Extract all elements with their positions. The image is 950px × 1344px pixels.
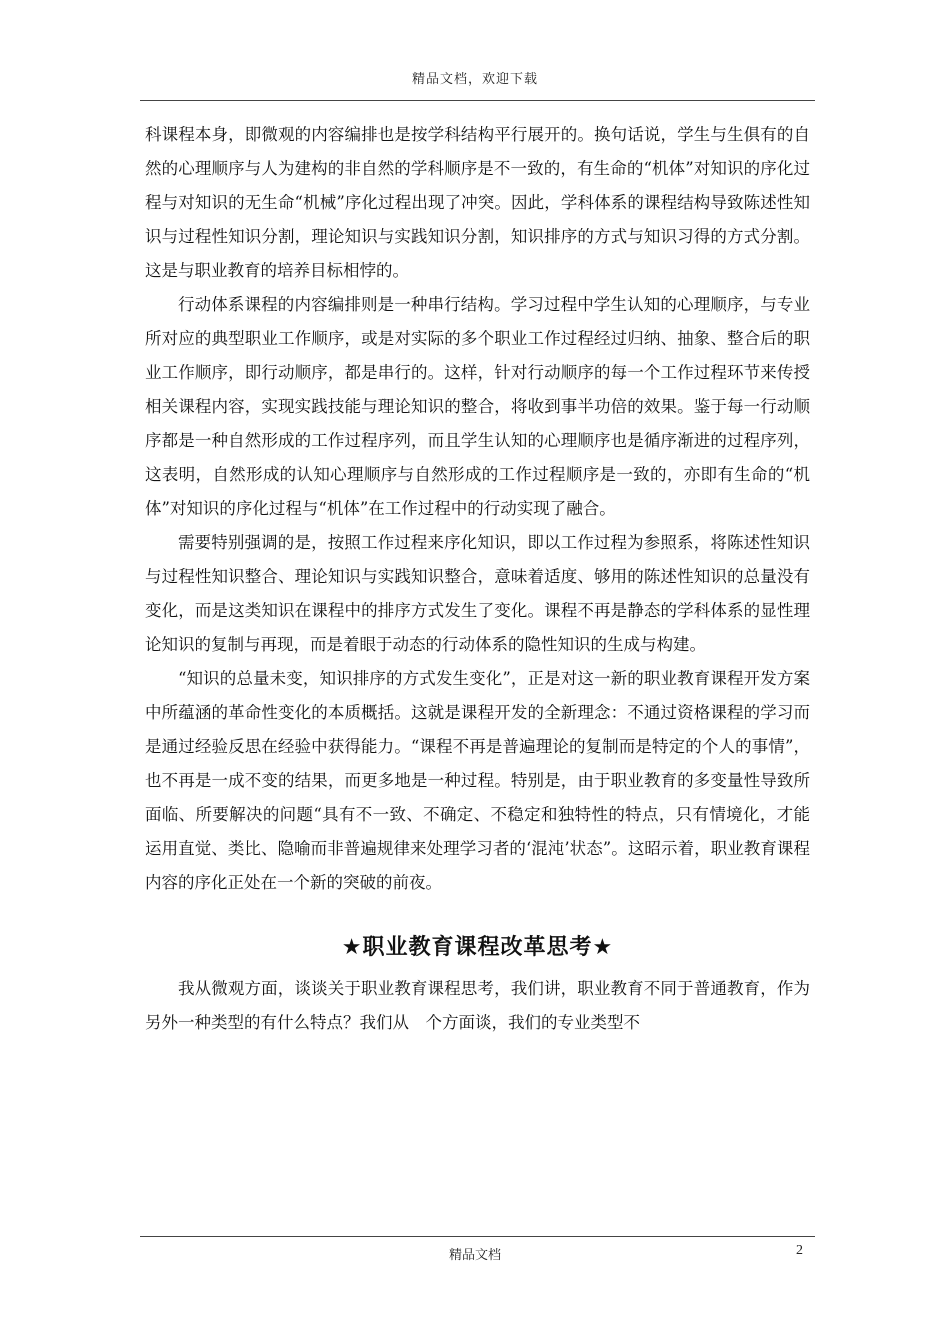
paragraph-1: 科课程本身，即微观的内容编排也是按学科结构平行展开的。换句话说，学生与生俱有的自然的心理顺序与人为建构的非自然的学科顺序是不一致的，有生命的“机体”对知识的序化过程与对知识的无生命“机械”序化过程出现了冲突。因此，学科体系的课程结构导致陈述性知识与过程性知识分割，理论知识与实践知识分割，知识排序的方式与知识习得的方式分割。这是与职业教育的培养目标相悖的。: [145, 125, 810, 280]
paragraph-4: “知识的总量未变，知识排序的方式发生变化”，正是对这一新的职业教育课程开发方案中所蕴涵的革命性变化的本质概括。这就是课程开发的全新理念：不通过资格课程的学习而是通过经验反思在经验中获得能力。“课程不再是普遍理论的复制而是特定的个人的事情”，也不再是一成不变的结果，而更多地是一种过程。特别是，由于职业教育的多变量性导致所面临、所要解决的问题“具有不一致、不确定、不稳定和独特性的特点，只有情境化，才能运用直觉、类比、隐喻而非普遍规律来处理学习者的‘混沌’状态”。这昭示着，职业教育课程内容的序化正处在一个新的突破的前夜。: [145, 669, 810, 892]
paragraph-2: 行动体系课程的内容编排则是一种串行结构。学习过程中学生认知的心理顺序，与专业所对应的典型职业工作顺序，或是对实际的多个职业工作过程经过归纳、抽象、整合后的职业工作顺序，即行动顺序，都是串行的。这样，针对行动顺序的每一个工作过程环节来传授相关课程内容，实现实践技能与理论知识的整合，将收到事半功倍的效果。鉴于每一行动顺序都是一种自然形成的工作过程序列，而且学生认知的心理顺序也是循序渐进的过程序列，这表明，自然形成的认知心理顺序与自然形成的工作过程顺序是一致的，亦即有生命的“机体”对知识的序化过程与“机体”在工作过程中的行动实现了融合。: [145, 295, 810, 518]
page-number: 2: [796, 1243, 803, 1258]
footer-divider: [140, 1236, 815, 1237]
section-title: ★职业教育课程改革思考★: [341, 935, 614, 960]
paragraph-3: 需要特别强调的是，按照工作过程来序化知识，即以工作过程为参照系，将陈述性知识与过程性知识整合、理论知识与实践知识整合，意味着适度、够用的陈述性知识的总量没有变化，而是这类知识在课程中的排序方式发生了变化。课程不再是静态的学科体系的显性理论知识的复制与再现，而是着眼于动态的行动体系的隐性知识的生成与构建。: [145, 533, 810, 654]
header-divider: [140, 100, 815, 101]
paragraph-5: 我从微观方面，谈谈关于职业教育课程思考，我们讲，职业教育不同于普通教育，作为另外一种类型的有什么特点？我们从 个方面谈，我们的专业类型不: [145, 979, 810, 1032]
page-footer: 精品文档: [448, 1248, 501, 1263]
document-body: [145, 118, 810, 1040]
page-header: 精品文档，欢迎下载: [411, 72, 538, 87]
